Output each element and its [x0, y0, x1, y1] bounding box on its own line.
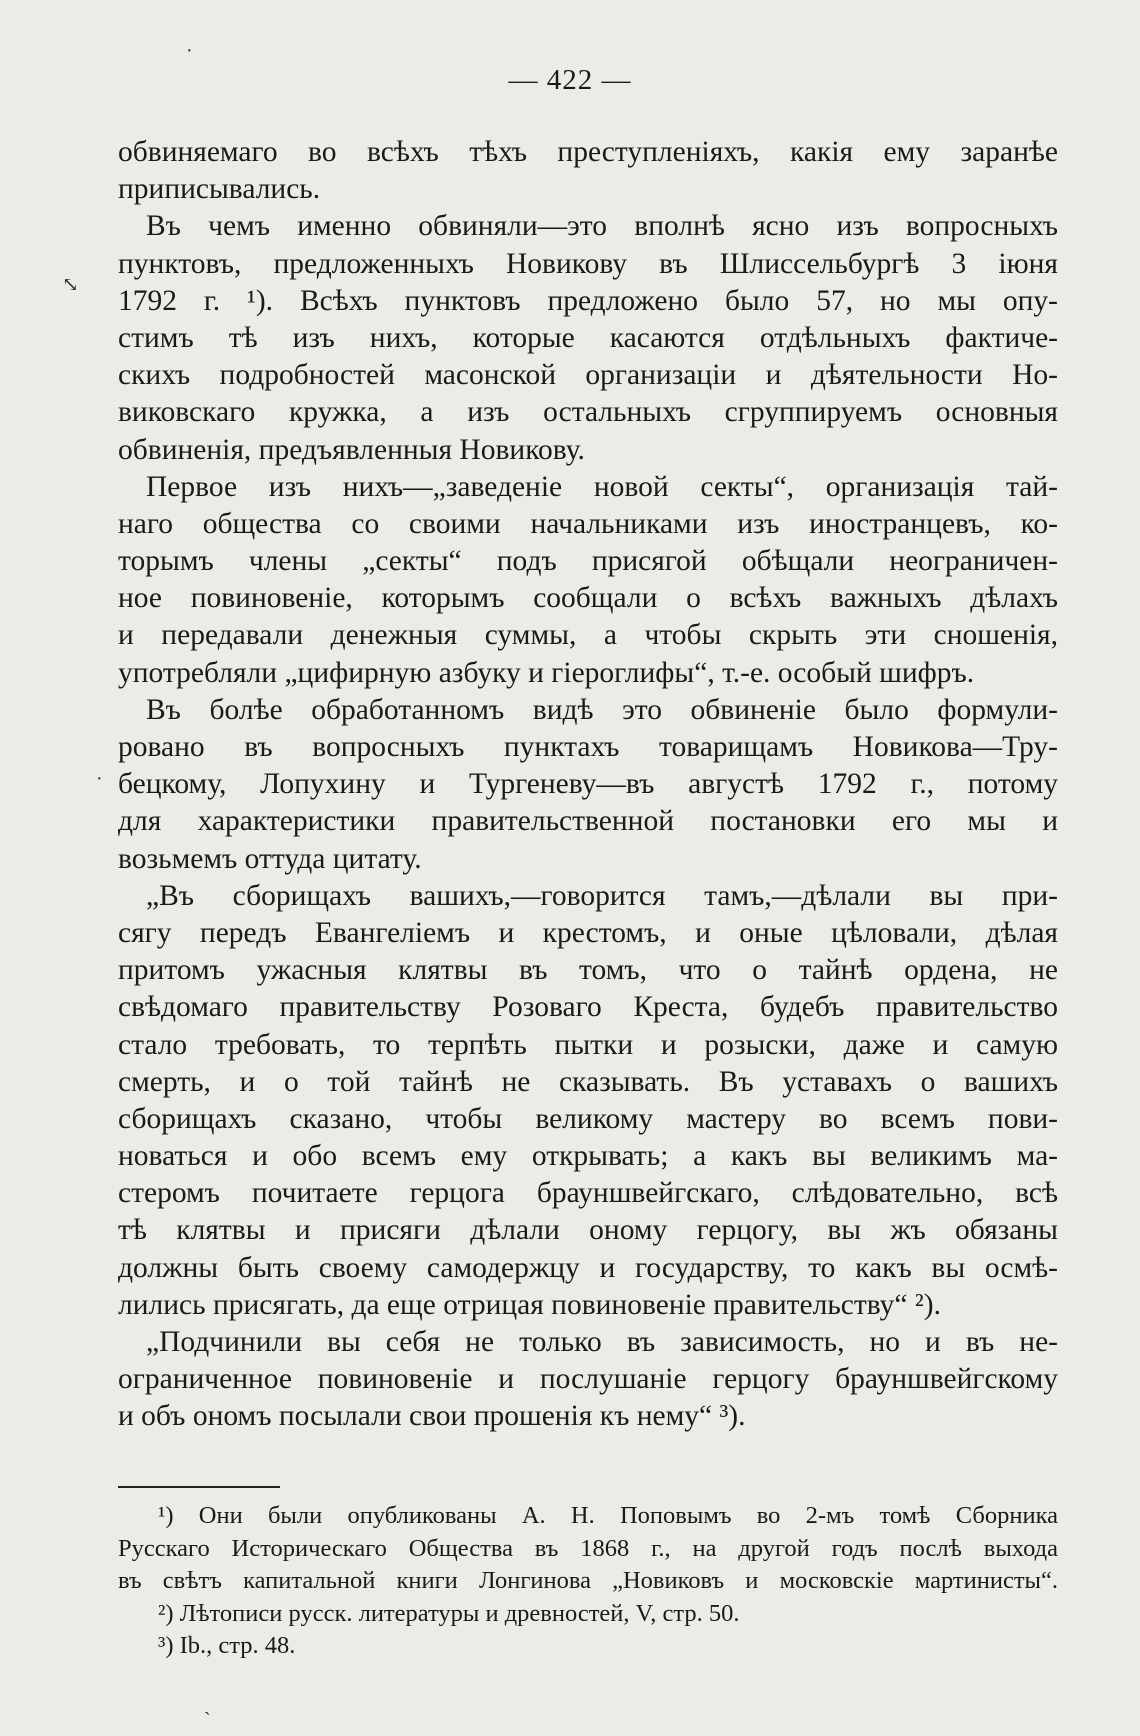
footnote-divider [118, 1486, 280, 1488]
text-line: сягу передъ Евангеліемъ и крестомъ, и оные цѣловали, дѣлая [118, 916, 1058, 949]
text-line: и объ ономъ посылали свои прошенія къ нему“ ³). [118, 1400, 746, 1433]
text-line: тѣ клятвы и присяги дѣлали оному герцогу, вы жъ обязаны [118, 1214, 1058, 1247]
speck-mark: · [96, 768, 103, 790]
text-line: пунктовъ, предложенныхъ Новикову въ Шлиссельбургѣ 3 іюня [118, 247, 1058, 280]
speck-mark: · [186, 40, 193, 62]
text-line: обвиненія, предъявленныя Новикову. [118, 433, 585, 466]
text-line: виковскаго кружка, а изъ остальныхъ сгруппируемъ основныя [118, 396, 1058, 429]
text-line: скихъ подробностей масонской организаціи и дѣятельности Но- [118, 359, 1058, 392]
text-line: лились присягать, да еще отрицая повиновеніе правительству“ ²). [118, 1288, 941, 1321]
text-line: наго общества со своими начальниками изъ иностранцевъ, ко- [118, 507, 1058, 540]
speck-mark: ˴ [204, 1700, 211, 1722]
text-line: притомъ ужасныя клятвы въ томъ, что о тайнѣ ордена, не [118, 954, 1058, 987]
footnotes [118, 1500, 1058, 1663]
footnote-line: Русскаго Историческаго Общества въ 1868 г., на другой годъ послѣ выхода [118, 1534, 1058, 1562]
text-line: и передавали денежныя суммы, а чтобы скрыть эти сношенія, [118, 619, 1058, 652]
text-line: для характеристики правительственной постановки его мы и [118, 805, 1058, 838]
footnote-line: въ свѣтъ капитальной книги Лонгинова „Новиковъ и московскіе мартинисты“. [118, 1567, 1058, 1594]
text-line: стимъ тѣ изъ нихъ, которые касаются отдѣльныхъ фактиче- [118, 321, 1058, 354]
footnote-line: ²) Лѣтописи русск. литературы и древностей, V, стр. 50. [158, 1599, 740, 1627]
text-line: свѣдомаго правительству Розоваго Креста, будебъ правительство [118, 991, 1058, 1024]
footnote-line: ¹) Они были опубликованы А. Н. Поповымъ во 2-мъ томѣ Сборника [158, 1502, 1058, 1529]
text-line: сборищахъ сказано, чтобы великому мастеру во всемъ пови- [118, 1102, 1058, 1135]
text-line: 1792 г. ¹). Всѣхъ пунктовъ предложено было 57, но мы опу- [118, 284, 1058, 317]
page-number: — 422 — [508, 64, 632, 96]
text-line: употребляли „цифирную азбуку и гіероглифы“, т.-е. особый шифръ. [118, 656, 975, 689]
margin-mark: ⤡ [62, 274, 79, 296]
text-line: Въ болѣе обработанномъ видѣ это обвиненіе было формули- [146, 693, 1058, 726]
text-line: приписывались. [118, 173, 321, 206]
text-line: „Въ сборищахъ вашихъ,—говорится тамъ,—дѣлали вы при- [146, 879, 1058, 912]
text-line: ограниченное повиновеніе и послушаніе герцогу брауншвейгскому [118, 1363, 1058, 1396]
text-line: стало требовать, то терпѣть пытки и розыски, даже и самую [118, 1028, 1058, 1061]
text-line: ное повиновеніе, которымъ сообщали о всѣхъ важныхъ дѣлахъ [118, 582, 1058, 615]
text-line: Въ чемъ именно обвиняли—это вполнѣ ясно изъ вопросныхъ [146, 210, 1058, 243]
text-line: должны быть своему самодержцу и государству, то какъ вы осмѣ- [118, 1251, 1058, 1284]
text-line: торымъ члены „секты“ подъ присягой обѣщали неограничен- [118, 545, 1058, 578]
footnote-line: ³) Ib., стр. 48. [158, 1632, 296, 1659]
text-line: ровано въ вопросныхъ пунктахъ товарищамъ Новикова—Тру- [118, 731, 1058, 763]
text-line: „Подчинили вы себя не только въ зависимость, но и въ не- [146, 1326, 1058, 1358]
text-line: обвиняемаго во всѣхъ тѣхъ преступленіяхъ, какія ему заранѣе [118, 136, 1058, 168]
text-line: Первое изъ нихъ—„заведеніе новой секты“, организація тай- [146, 470, 1058, 503]
text-line: смерть, и о той тайнѣ не сказывать. Въ уставахъ о вашихъ [118, 1065, 1058, 1098]
text-line: стеромъ почитаете герцога брауншвейгскаго, слѣдовательно, всѣ [118, 1177, 1058, 1210]
main-text [118, 134, 1058, 1436]
text-line: бецкому, Лопухину и Тургеневу—въ августѣ 1792 г., потому [118, 768, 1058, 801]
text-line: новаться и обо всемъ ему открывать; а какъ вы великимъ ма- [118, 1140, 1058, 1173]
text-line: возьмемъ оттуда цитату. [118, 842, 422, 875]
